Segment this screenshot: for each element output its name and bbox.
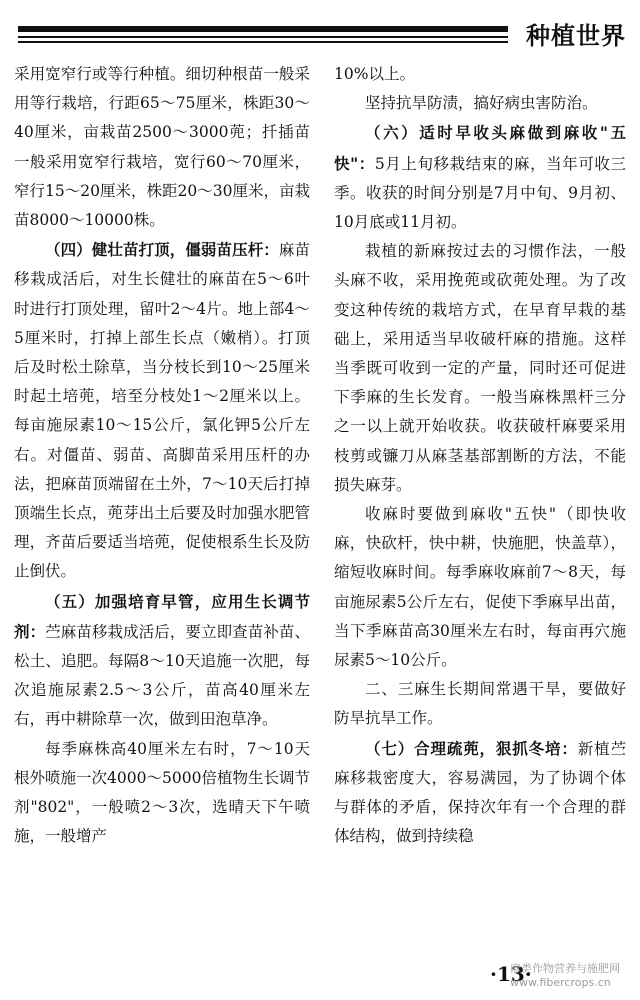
paragraph: [14, 235, 310, 586]
right-column: [334, 60, 626, 851]
paragraph: [14, 587, 310, 735]
paragraph-heading: （七）合理疏蔸，狠抓冬培：: [365, 738, 578, 758]
paragraph: [334, 118, 626, 237]
paragraph: 收麻时要做到麻收"五快"（即快收麻，快砍杆，快中耕，快施肥，快盖草），缩短收麻时间。每季麻收麻前7～8天，每亩施尿素5公斤左右，促使下季麻早出苗，当下季麻苗高30厘米左右时，每亩再穴施尿素5～10公斤。: [334, 505, 626, 670]
header-rule: [18, 26, 508, 44]
page-header: [14, 10, 626, 58]
paragraph-heading: （六）适时早收头麻做到麻收"五快"：: [334, 123, 626, 173]
left-column: [14, 60, 310, 851]
paragraph: 栽植的新麻按过去的习惯作法，一般头麻不收，采用挽蔸或砍蔸处理。为了改变这种传统的栽培方式，在早育早栽的基础上，采用适当早收破杆麻的措施。这样当季既可收到一定的产量，同时还可促进下季麻的生长发育。一般当麻株黑杆三分之一以上就开始收获。收获破杆麻要采用枝剪或镰刀从麻茎基部割断的方法，不能损失麻芽。: [334, 242, 626, 494]
watermark-line: www.fibercrops.cn: [510, 976, 611, 989]
paragraph: 坚持抗旱防渍，搞好病虫害防治。: [365, 94, 598, 113]
header-rule-thin: [18, 36, 508, 38]
paragraph: 10%以上。: [334, 65, 415, 83]
paragraph-body: 麻苗移栽成活后，对生长健壮的麻苗在5～6叶时进行打顶处理，留叶2～4片。地上部4～5厘米时，打掉上部生长点（嫩梢）。打顶后及时松土除草，当分枝长到10～25厘米时起土培蔸，培至分枝处1～2厘米以上。每亩施尿素10～15公斤，氯化钾5公斤左右。对僵苗、弱苗、高脚苗采用压杆的办法，把麻苗顶端留在土外，7～10天后打掉顶端生长点，蔸芽出土后要及时加强水肥管理，齐苗后要适当培蔸，促使根系生长及防止倒伏。: [14, 241, 310, 581]
watermark-line: 麻类作物营养与施肥网: [510, 962, 620, 975]
paragraph-body: 5月上旬移栽结束的麻，当年可收三季。收获的时间分别是7月中旬、9月初、10月底或11月初。: [334, 154, 626, 232]
section-title: 种植世界: [526, 22, 626, 50]
paragraph-body: 新植苎麻移栽密度大，容易满园，为了协调个体与群体的矛盾，保持次年有一个合理的群体结构，做到持续稳: [334, 739, 626, 846]
paragraph: 二、三麻生长期间常遇干旱，要做好防旱抗旱工作。: [334, 680, 626, 728]
paragraph-heading: （四）健壮苗打顶，僵弱苗压杆：: [45, 240, 279, 260]
paragraph-heading: （五）加强培育早管，应用生长调节剂：: [14, 591, 310, 641]
paragraph: 采用宽窄行或等行种植。细切种根苗一般采用等行栽培，行距65～75厘米，株距30～40厘米，亩栽苗2500～3000蔸；扦插苗一般采用宽窄行栽培，宽行60～70厘米，窄行15～20厘米，株距20～30厘米，亩栽苗8000～10000株。: [14, 65, 310, 230]
page-number: ·13·: [490, 962, 532, 986]
watermark: [510, 962, 620, 990]
paragraph-body: 苎麻苗移栽成活后，要立即查苗补苗、松土、追肥。每隔8～10天追施一次肥，每次追施尿素2.5～3公斤，苗高40厘米左右，再中耕除草一次，做到田泡草净。: [14, 622, 310, 729]
header-rule-thin: [18, 41, 508, 43]
paragraph: [334, 734, 626, 852]
paragraph: 每季麻株高40厘米左右时，7～10天根外喷施一次4000～5000倍植物生长调节剂"802"，一般喷2～3次，选晴天下午喷施，一般增产: [14, 739, 310, 846]
header-rule-thick: [18, 26, 508, 32]
